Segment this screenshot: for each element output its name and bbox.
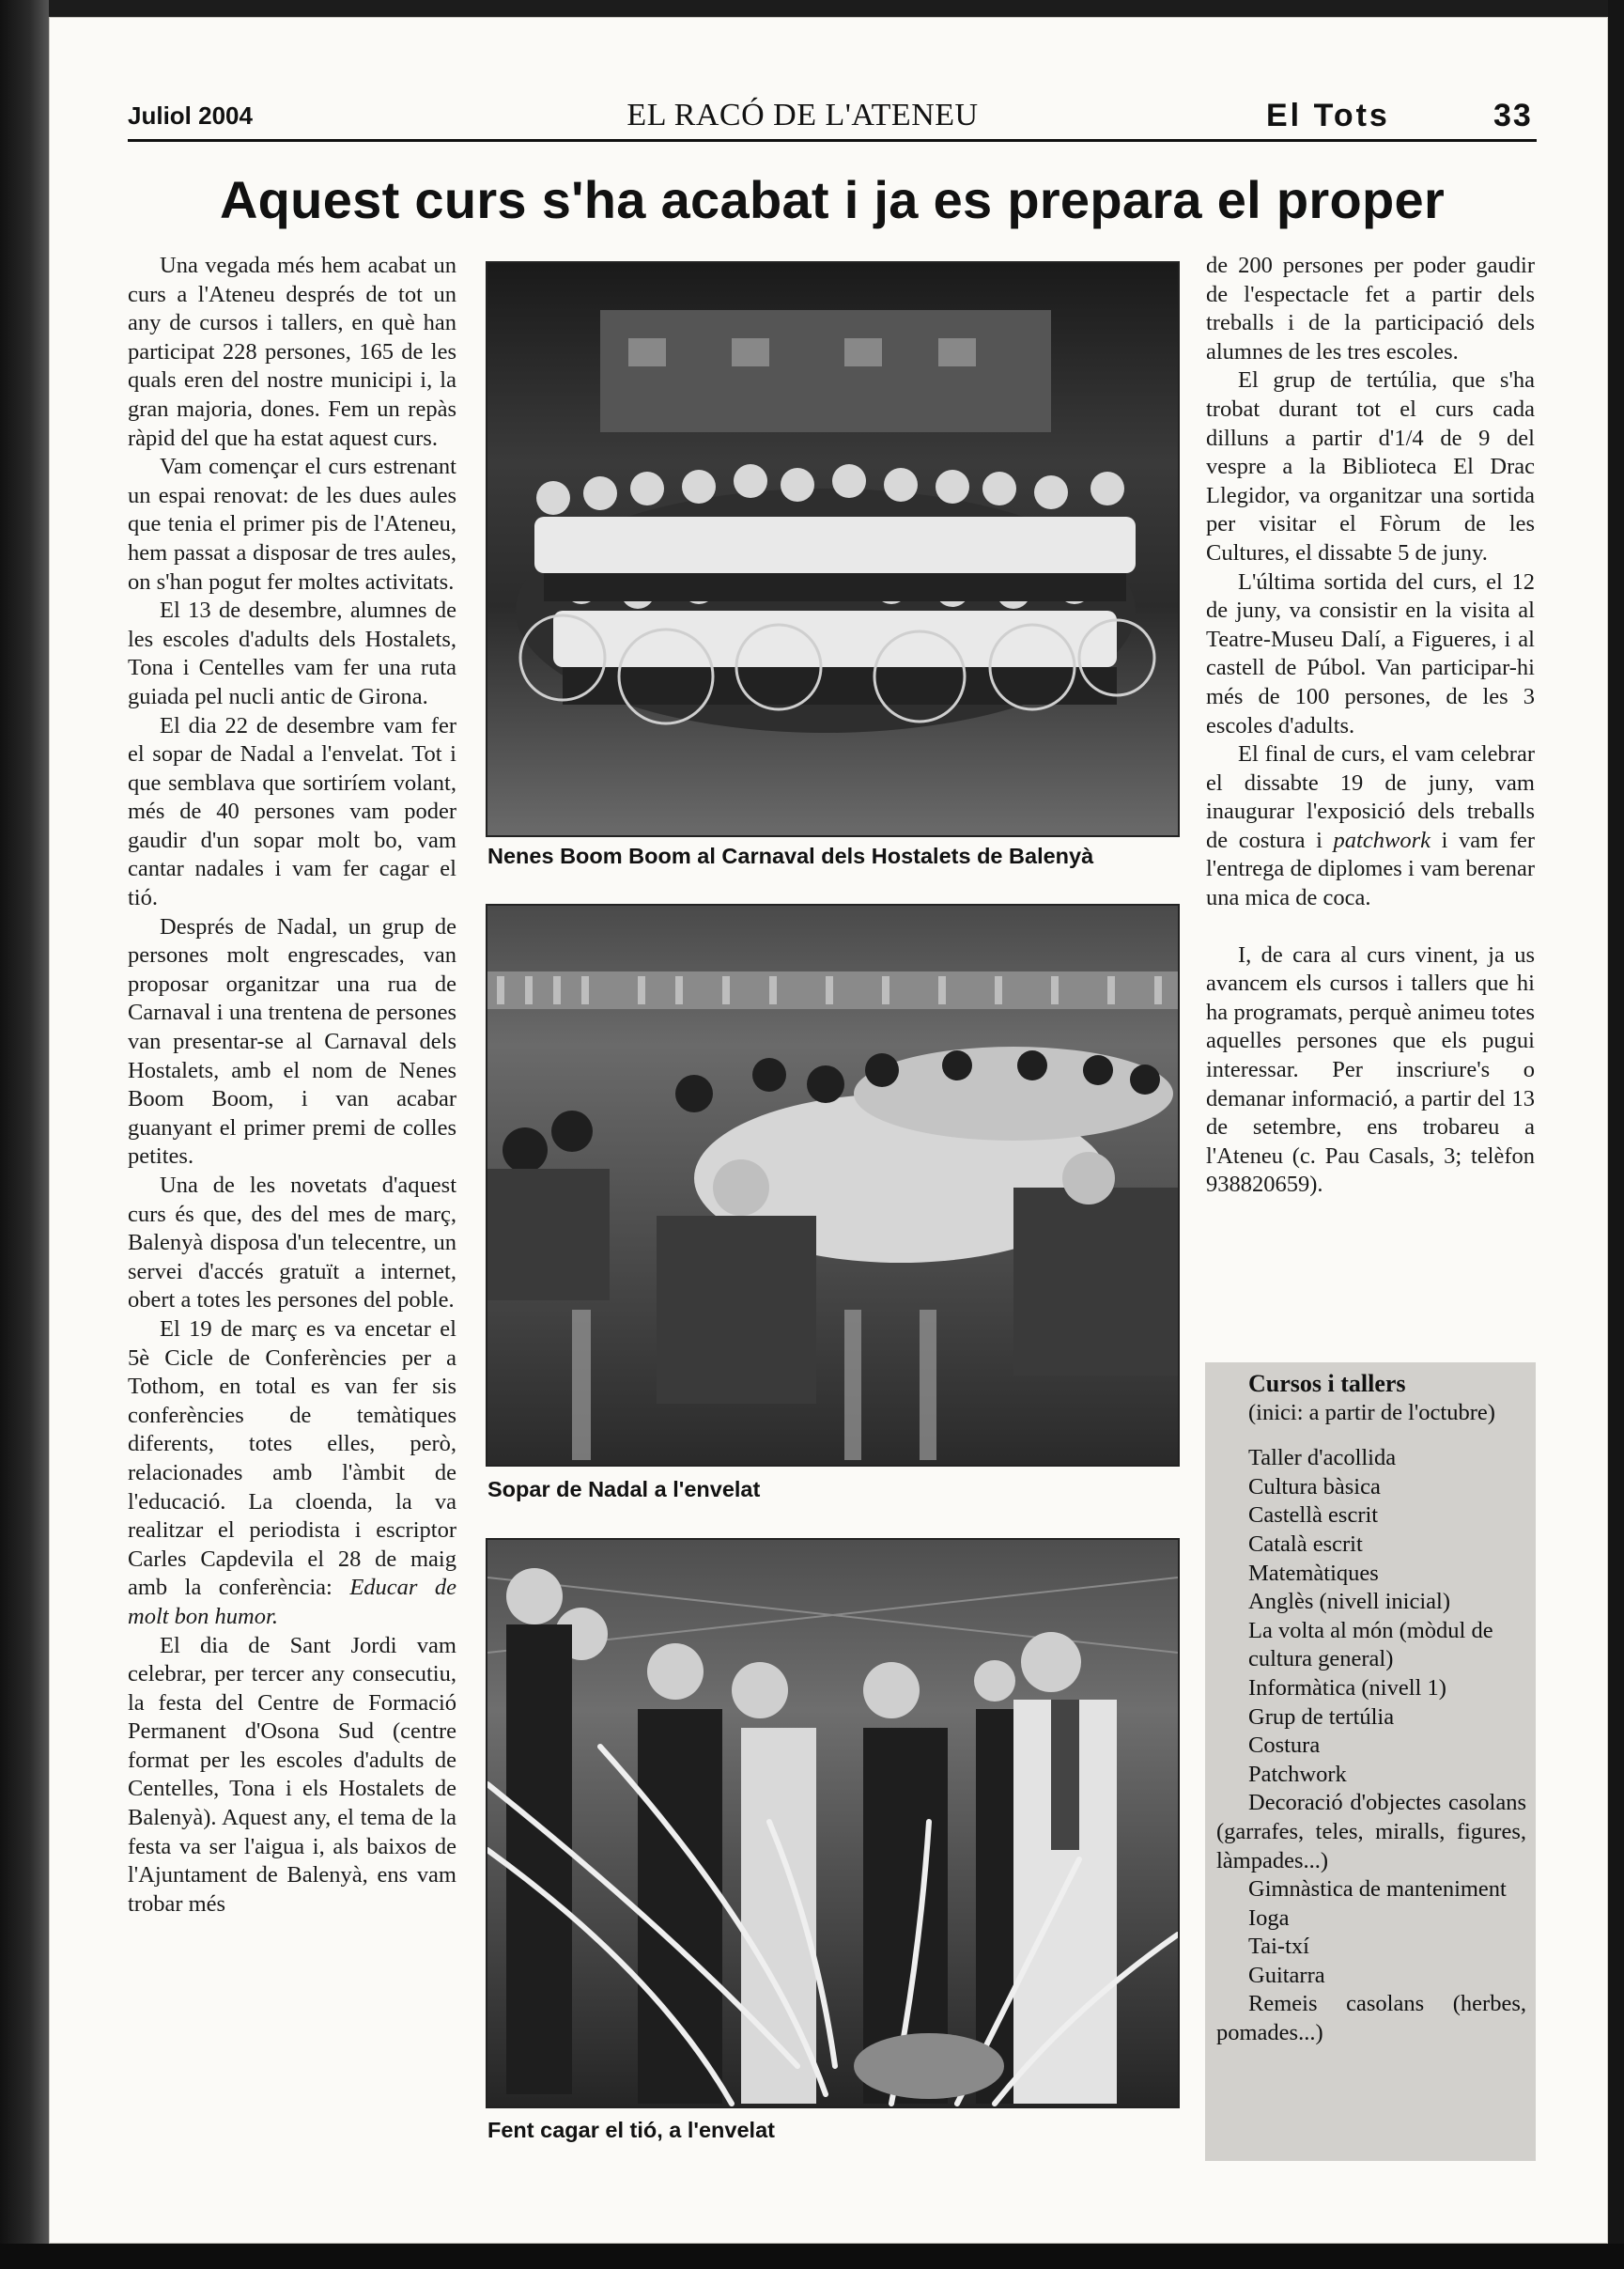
page-binding-edge <box>0 0 49 2269</box>
photo-caption: Fent cagar el tió, a l'envelat <box>487 2118 775 2142</box>
paragraph-text: El 19 de març es va encetar el 5è Cicle de Conferències per a Tothom, en total es van fer sis conferències de temàtiques diferents, totes elles, però, relacionades amb l'àmbit de l'educació. La cloenda, la va realitzar el periodista i escriptor Carles Capdevila el 28 de maig amb la conferència: <box>128 1315 456 1601</box>
course-item: Remeis casolans (herbes, pomades...) <box>1216 1991 1526 2046</box>
article-headline: Aquest curs s'ha acabat i ja es prepara el proper <box>219 170 1446 229</box>
course-item: La volta al món (mòdul de cultura general) <box>1248 1617 1493 1672</box>
conference-title: Educar de molt bon humor. <box>128 1575 457 1629</box>
photo-dinner-image <box>487 906 1178 1465</box>
course-item: Taller d'acollida <box>1248 1445 1397 1471</box>
paragraph <box>128 1315 456 1632</box>
paragraph: El grup de tertúlia, que s'ha trobat durant tot el curs cada dilluns a partir d'1/4 de 9 del vespre a la Biblioteca El Drac Llegidor, va organitzar una sortida per visitar el Fòrum de les Cultures, el dissabte 5 de juny. <box>1206 367 1535 566</box>
paragraph <box>1206 740 1535 913</box>
course-item: Català escrit <box>1248 1531 1363 1557</box>
paragraph: de 200 persones per poder gaudir de l'espectacle fet a partir dels treballs i de la participació dels alumnes de les tres escoles. <box>1206 253 1535 365</box>
courses-list <box>1216 1444 1526 2047</box>
courses-sidebar-subtitle: (inici: a partir de l'octubre) <box>1248 1399 1495 1425</box>
course-item: Gimnàstica de manteniment <box>1248 1876 1507 1903</box>
paragraph-text: El final de curs, el vam celebrar el dissabte 19 de juny, vam inaugurar l'exposició dels treballs de costura i <box>1206 741 1535 853</box>
courses-sidebar-title: Cursos i tallers <box>1248 1370 1406 1397</box>
paragraph: I, de cara al curs vinent, ja us avancem els cursos i tallers que hi ha programats, perquè animeu totes aquelles persones que els pugui interessar. Per inscriure's o demanar informació, a partir del 13 de setembre, ens trobareu a l'Ateneu (c. Pau Casals, 3; telèfon 938820659). <box>1206 941 1535 1198</box>
page-number: 33 <box>1493 98 1533 133</box>
paragraph: L'última sortida del curs, el 12 de juny, va consistir en la visita al Teatre-Museu Dalí, a Figueres, i al castell de Púbol. Van participar-hi més de 100 persones, de les 3 escoles d'adults. <box>1206 568 1535 738</box>
photo-tio-tradition <box>486 1538 1180 2108</box>
course-item: Grup de tertúlia <box>1248 1703 1395 1730</box>
photo-christmas-dinner <box>486 904 1180 1467</box>
course-item: Guitarra <box>1248 1962 1325 1988</box>
photo-caption: Nenes Boom Boom al Carnaval dels Hostalets de Balenyà <box>487 844 1094 868</box>
right-column <box>1206 252 1535 1200</box>
patchwork-term: patchwork <box>1333 827 1431 853</box>
course-item: Informàtica (nivell 1) <box>1248 1674 1446 1701</box>
course-item: Decoració d'objectes casolans (garrafes, teles, miralls, figures, làmpades...) <box>1216 1790 1526 1873</box>
paragraph: Una vegada més hem acabat un curs a l'Ateneu després de tot un any de cursos i tallers, en què han participat 228 persones, 165 de les quals eren del nostre municipi i, la gran majoria, dones. Fem un repàs ràpid del que ha estat aquest curs. <box>128 253 456 451</box>
paragraph: Vam començar el curs estrenant un espai renovat: de les dues aules que tenia el primer pis de l'Ateneu, hem passat a disposar de tres aules, on s'han pogut fer moltes activitats. <box>128 454 456 595</box>
course-item: Ioga <box>1248 1904 1290 1931</box>
section-name: El Tots <box>1266 98 1390 133</box>
paragraph: El 13 de desembre, alumnes de les escoles d'adults dels Hostalets, Tona i Centelles vam fer una ruta guiada pel nucli antic de Girona. <box>128 598 456 709</box>
publication-title-text: EL RACÓ DE L'ATENEU <box>626 98 979 132</box>
course-item: Castellà escrit <box>1248 1502 1379 1529</box>
courses-sidebar-content <box>1216 1370 1526 2048</box>
course-item: Anglès (nivell inicial) <box>1248 1589 1450 1615</box>
courses-sidebar <box>1205 1362 1536 2161</box>
scan-border-right <box>1608 0 1624 2269</box>
course-item: Cultura bàsica <box>1248 1473 1381 1500</box>
photo-carnival-group <box>486 261 1180 837</box>
paragraph: El dia de Sant Jordi vam celebrar, per tercer any consecutiu, la festa del Centre de Formació Permanent d'Osona Sud (centre format per les escoles d'adults de Centelles, Tona i els Hostalets de Balenyà). Aquest any, el tema de la festa va ser l'aigua i, als baixos de l'Ajuntament de Balenyà, ens vam trobar més <box>128 1632 456 1917</box>
left-column <box>128 252 456 1919</box>
paragraph: Una de les novetats d'aquest curs és que, des del mes de març, Balenyà disposa d'un telecentre, un servei d'accés gratuït a internet, obert a totes les persones del poble. <box>128 1173 456 1313</box>
scan-border-bottom <box>0 2244 1624 2269</box>
course-item: Matemàtiques <box>1248 1560 1379 1586</box>
course-item: Patchwork <box>1248 1761 1347 1787</box>
course-item: Costura <box>1248 1733 1321 1759</box>
issue-date: Juliol 2004 <box>128 101 253 130</box>
paragraph: Després de Nadal, un grup de persones molt engrescades, van proposar organitzar una rua de Carnaval i una trentena de persones van presentar-se al Carnaval dels Hostalets, amb el nom de Nenes Boom Boom, i van acabar guanyant el primer premi de colles petites. <box>128 913 456 1170</box>
paragraph-text: i vam fer l'entrega de diplomes i vam berenar una mica de coca. <box>1206 827 1536 911</box>
course-item: Tai-txí <box>1248 1934 1309 1960</box>
photo-carnival-image <box>487 263 1178 835</box>
header-rule <box>128 139 1537 142</box>
photo-caption: Sopar de Nadal a l'envelat <box>487 1477 761 1501</box>
paragraph: El dia 22 de desembre vam fer el sopar de Nadal a l'envelat. Tot i que semblava que sortiríem volant, més de 40 persones vam poder gaudir d'un sopar molt bo, vam cantar nadales i vam fer cagar el tió. <box>128 712 456 911</box>
photo-tio-image <box>487 1540 1178 2106</box>
